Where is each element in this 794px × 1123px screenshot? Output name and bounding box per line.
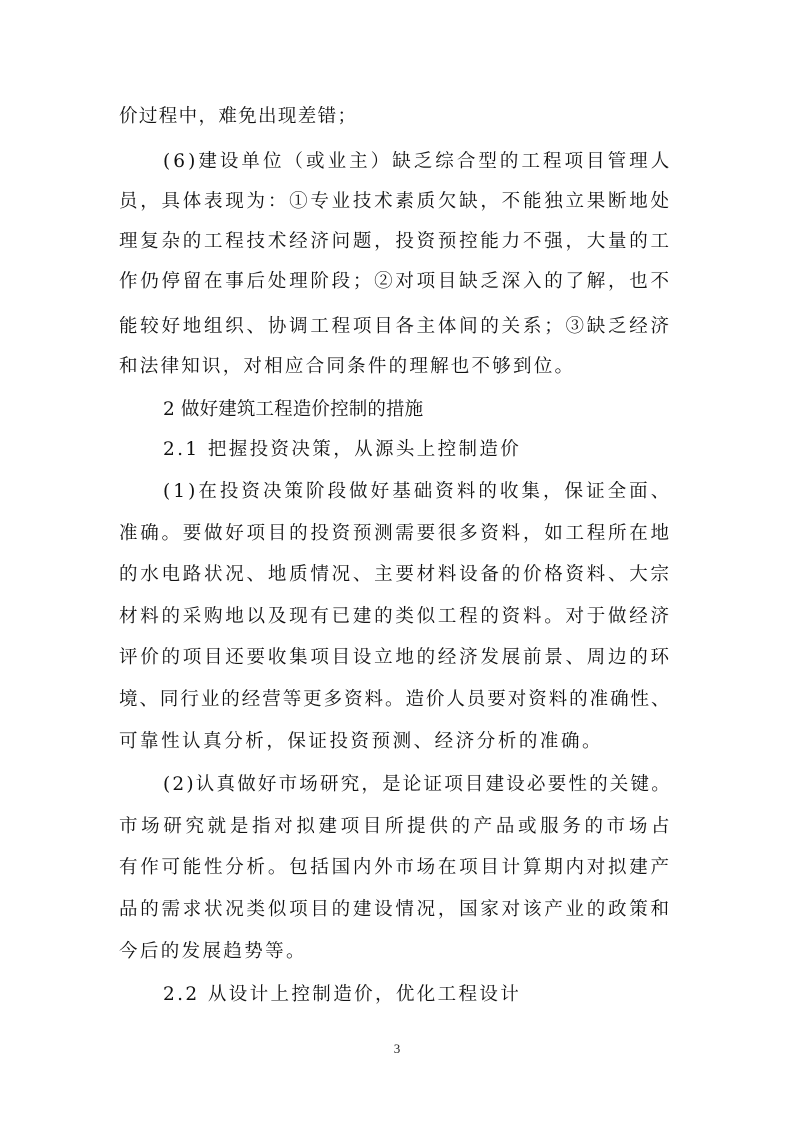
text-line-15: 境、同行业的经营等更多资料。造价人员要对资料的准确性、 xyxy=(119,689,672,710)
page-number: 3 xyxy=(393,1041,401,1056)
subsection-heading-2-1: 2.1 把握投资决策，从源头上控制造价 xyxy=(163,439,522,460)
section-heading-2: 2 做好建筑工程造价控制的措施 xyxy=(163,399,424,420)
text-line-2: (6)建设单位（或业主）缺乏综合型的工程项目管理人 xyxy=(163,151,673,172)
text-line-10: (1)在投资决策阶段做好基础资料的收集，保证全面、 xyxy=(163,481,673,502)
text-line-6: 能较好地组织、协调工程项目各主体间的关系；③缺乏经济 xyxy=(119,316,672,337)
text-line-3: 员，具体表现为：①专业技术素质欠缺，不能独立果断地处 xyxy=(119,191,672,212)
subsection-heading-2-2: 2.2 从设计上控制造价，优化工程设计 xyxy=(163,984,522,1005)
text-line-16: 可靠性认真分析，保证投资预测、经济分析的准确。 xyxy=(119,731,604,752)
text-line-17: (2)认真做好市场研究，是论证项目建设必要性的关键。 xyxy=(163,774,672,795)
text-line-1: 价过程中，难免出现差错； xyxy=(119,106,358,127)
text-line-20: 品的需求状况类似项目的建设情况，国家对该产业的政策和 xyxy=(119,899,672,920)
text-line-18: 市场研究就是指对拟建项目所提供的产品或服务的市场占 xyxy=(119,816,674,837)
text-line-14: 评价的项目还要收集项目设立地的经济发展前景、周边的环 xyxy=(119,647,672,668)
text-line-21: 今后的发展趋势等。 xyxy=(119,941,307,962)
text-line-11: 准确。要做好项目的投资预测需要很多资料，如工程所在地 xyxy=(119,523,672,544)
text-line-13: 材料的采购地以及现有已建的类似工程的资料。对于做经济 xyxy=(119,606,672,627)
text-line-19: 有作可能性分析。包括国内外市场在项目计算期内对拟建产 xyxy=(119,857,672,878)
text-line-4: 理复杂的工程技术经济问题，投资预控能力不强，大量的工 xyxy=(119,231,672,252)
text-line-12: 的水电路状况、地质情况、主要材料设备的价格资料、大宗 xyxy=(119,564,672,585)
text-line-5: 作仍停留在事后处理阶段；②对项目缺乏深入的了解，也不 xyxy=(119,271,672,292)
text-line-7: 和法律知识，对相应合同条件的理解也不够到位。 xyxy=(119,356,576,377)
